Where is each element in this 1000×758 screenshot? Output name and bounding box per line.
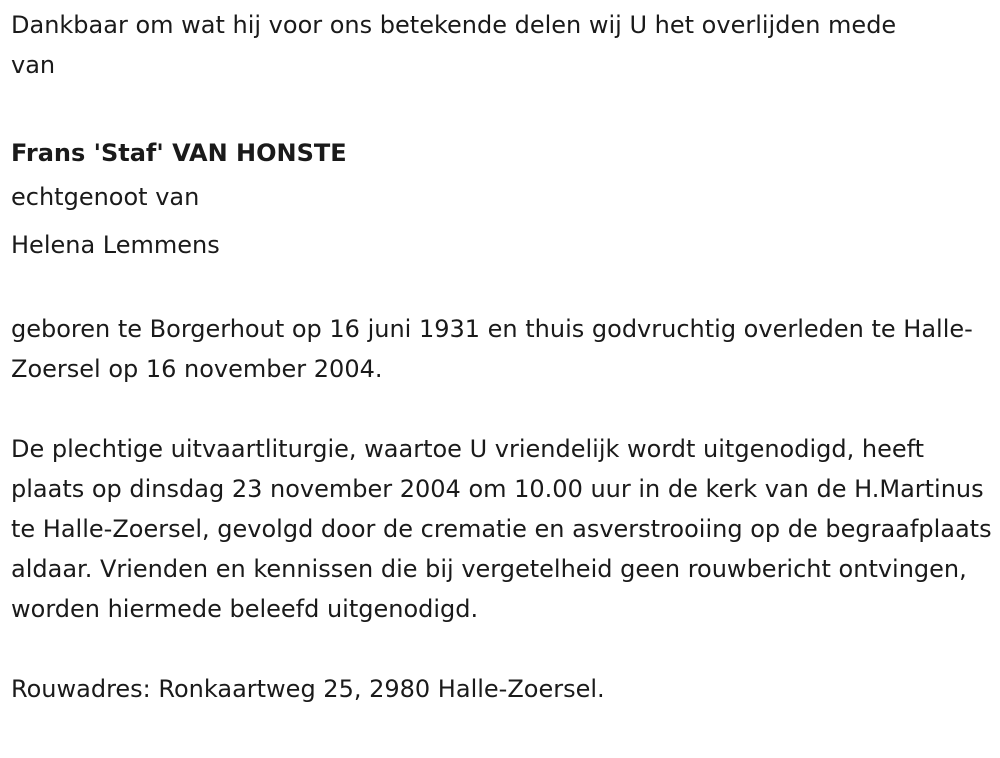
spacer <box>11 85 996 125</box>
spouse-label: echtgenoot van <box>11 183 200 211</box>
funeral-text: De plechtige uitvaartliturgie, waartoe U vriendelijk wordt uitgenodigd, heeft plaats op dinsdag 23 november 2004 om 10.00 uur in de kerk van de H.Martinus te Halle-Zoersel, gevolgd door de crematie en asverstrooiing op de begraafplaats aldaar. Vrienden en kennissen die bij vergetelheid geen rouwbericht ontvingen, worden hiermede beleefd uitgenodigd. <box>11 435 992 623</box>
intro-text: Dankbaar om wat hij voor ons betekende delen wij U het overlijden mede van <box>11 11 897 79</box>
deceased-name: Frans 'Staf' VAN HONSTE <box>11 139 347 167</box>
birth-death-text: geboren te Borgerhout op 16 juni 1931 en thuis godvruchtig overleden te Halle-Zoersel op 16 november 2004. <box>11 315 973 383</box>
obituary-notice <box>11 5 996 709</box>
spacer <box>11 629 996 669</box>
spacer <box>11 269 996 309</box>
spacer <box>11 389 996 429</box>
spouse-name: Helena Lemmens <box>11 231 220 259</box>
address-text: Rouwadres: Ronkaartweg 25, 2980 Halle-Zoersel. <box>11 675 605 703</box>
